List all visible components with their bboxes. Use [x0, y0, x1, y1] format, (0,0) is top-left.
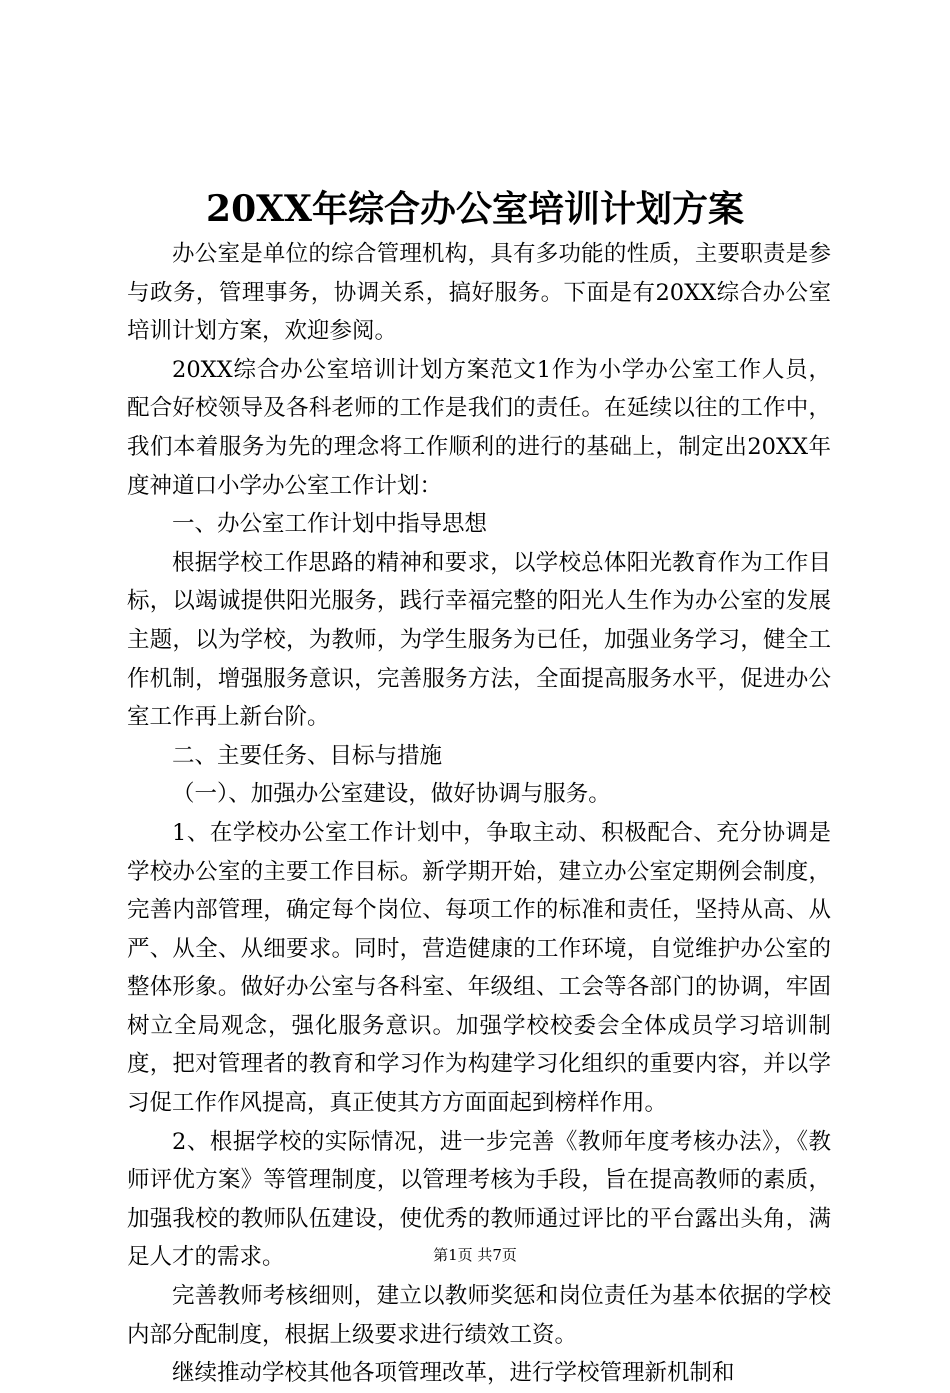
paragraph-reform: 继续推动学校其他各项管理改革，进行学校管理新机制和	[172, 1360, 735, 1387]
heading-guiding-thought: 一、办公室工作计划中指导思想	[172, 511, 488, 538]
paragraph-intro: 办公室是单位的综合管理机构，具有多功能的性质，主要职责是参与政务，管理事务，协调关系，搞好服务。下面是有20XX综合办公室培训计划方案，欢迎参阅。	[127, 241, 831, 345]
page-footer: 第1页 共7页	[433, 1246, 517, 1264]
paragraph-guiding-thought: 根据学校工作思路的精神和要求，以学校总体阳光教育作为工作目标，以竭诚提供阳光服务，践行幸福完整的阳光人生作为办公室的发展主题，以为学校，为教师，为学生服务为已任，加强业务学习，健全工作机制，增强服务意识，完善服务方法，全面提高服务水平，促进办公室工作再上新台阶。	[127, 549, 831, 731]
heading-main-tasks: 二、主要任务、目标与措施	[172, 742, 443, 769]
subheading-office-construction: （一）、加强办公室建设，做好协调与服务。	[172, 781, 611, 808]
document-title: 20XX年综合办公室培训计划方案	[206, 188, 744, 230]
paragraph-assessment: 完善教师考核细则，建立以教师奖惩和岗位责任为基本依据的学校内部分配制度，根据上级要求进行绩效工资。	[127, 1283, 831, 1348]
paragraph-sample-intro: 20XX综合办公室培训计划方案范文1作为小学办公室工作人员，配合好校领导及各科老师的工作是我们的责任。在延续以往的工作中，我们本着服务为先的理念将工作顺利的进行的基础上，制定出20XX年度神道口小学办公室工作计划：	[127, 356, 831, 499]
paragraph-item-1: 1、在学校办公室工作计划中，争取主动、积极配合、充分协调是学校办公室的主要工作目标。新学期开始，建立办公室定期例会制度，完善内部管理，确定每个岗位、每项工作的标准和责任，坚持从高、从严、从全、从细要求。同时，营造健康的工作环境，自觉维护办公室的整体形象。做好办公室与各科室、年级组、工会等各部门的协调，牢固树立全局观念，强化服务意识。加强学校校委会全体成员学习培训制度，把对管理者的教育和学习作为构建学习化组织的重要内容，并以学习促工作作风提高，真正使其方方面面起到榜样作用。	[127, 819, 831, 1117]
document-body	[127, 235, 831, 1393]
paragraph-item-2: 2、根据学校的实际情况，进一步完善《教师年度考核办法》，《教师评优方案》等管理制度，以管理考核为手段，旨在提高教师的素质，加强我校的教师队伍建设，使优秀的教师通过评比的平台露出头角，满足人才的需求。	[127, 1128, 831, 1271]
